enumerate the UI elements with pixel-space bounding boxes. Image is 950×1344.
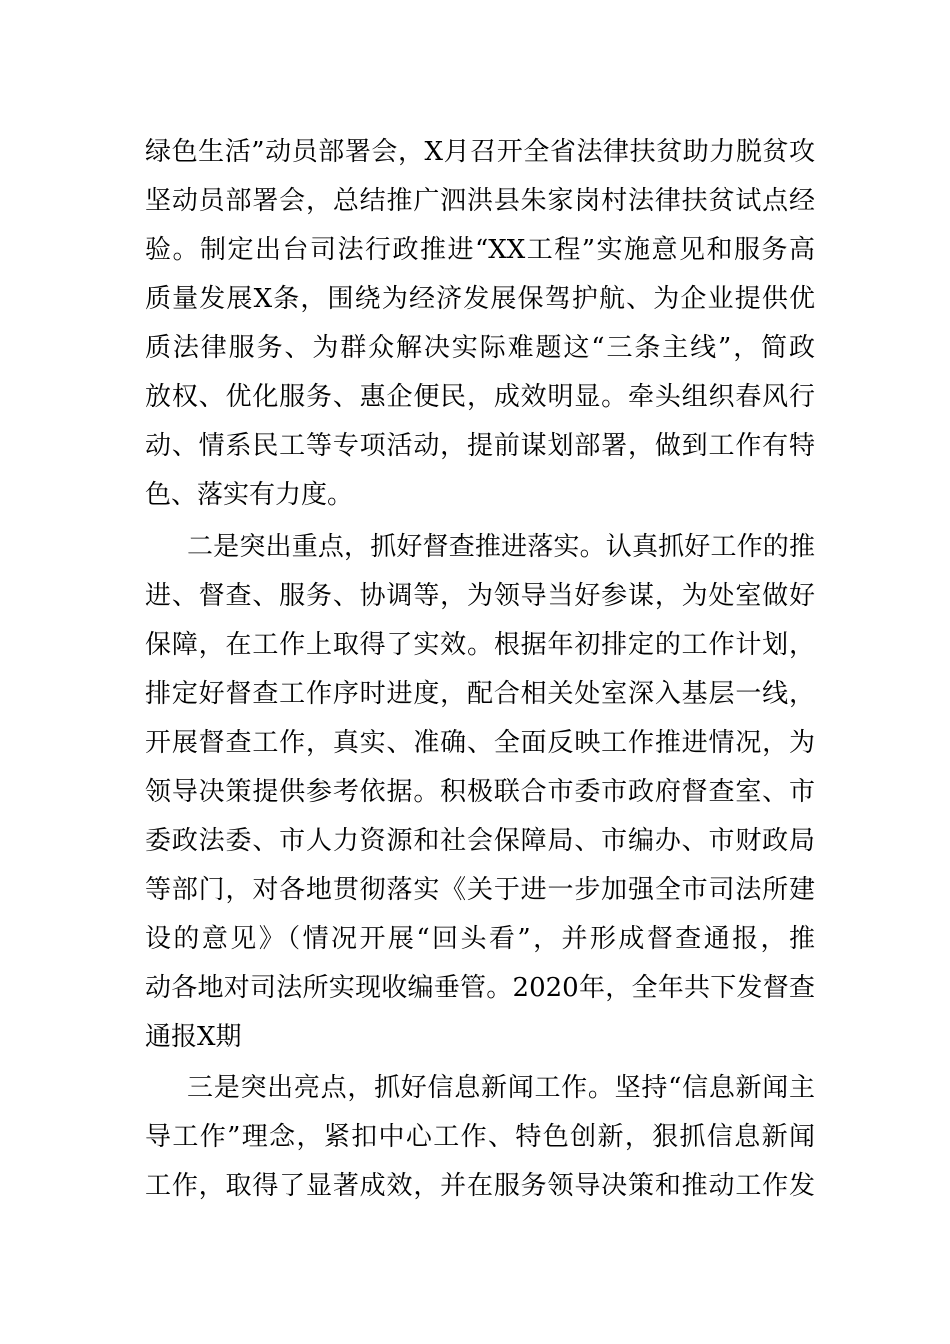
text-line: 放权、优化服务、惠企便民，成效明显。牵头组织春风行 bbox=[145, 382, 815, 412]
text-line: 验。制定出台司法行政推进“XX工程”实施意见和服务高 bbox=[145, 235, 815, 265]
text-line: 色、落实有力度。 bbox=[145, 480, 354, 510]
text-line: 进、督查、服务、协调等，为领导当好参谋，为处室做好 bbox=[145, 581, 815, 611]
text-line: 坚动员部署会，总结推广泗洪县朱家岗村法律扶贫试点经 bbox=[145, 186, 815, 216]
text-line: 排定好督查工作序时进度，配合相关处室深入基层一线， bbox=[145, 679, 815, 709]
text-line: 导工作”理念，紧扣中心工作、特色创新，狠抓信息新闻 bbox=[145, 1122, 815, 1152]
text-line: 开展督查工作，真实、准确、全面反映工作推进情况，为 bbox=[145, 728, 815, 758]
text-line: 绿色生活”动员部署会，X月召开全省法律扶贫助力脱贫攻 bbox=[145, 137, 815, 167]
text-line: 动各地对司法所实现收编垂管。2020年，全年共下发督查 bbox=[145, 973, 815, 1003]
text-line: 通报X期 bbox=[145, 1022, 242, 1052]
text-line: 设的意见》（情况开展“回头看”，并形成督查通报，推 bbox=[145, 924, 815, 954]
text-line: 质量发展X条，围绕为经济发展保驾护航、为企业提供优 bbox=[145, 284, 815, 314]
text-line: 动、情系民工等专项活动，提前谋划部署，做到工作有特 bbox=[145, 431, 815, 461]
text-line: 等部门，对各地贯彻落实《关于进一步加强全市司法所建 bbox=[145, 875, 815, 905]
text-line: 领导决策提供参考依据。积极联合市委市政府督查室、市 bbox=[145, 777, 815, 807]
text-line: 质法律服务、为群众解决实际难题这“三条主线”，简政 bbox=[145, 333, 815, 363]
paragraph-first-line: 三是突出亮点，抓好信息新闻工作。坚持“信息新闻主 bbox=[187, 1073, 815, 1103]
text-line: 工作，取得了显著成效，并在服务领导决策和推动工作发 bbox=[145, 1171, 815, 1201]
paragraph-first-line: 二是突出重点，抓好督查推进落实。认真抓好工作的推 bbox=[187, 532, 815, 562]
text-line: 委政法委、市人力资源和社会保障局、市编办、市财政局 bbox=[145, 826, 815, 856]
text-line: 保障，在工作上取得了实效。根据年初排定的工作计划， bbox=[145, 630, 815, 660]
